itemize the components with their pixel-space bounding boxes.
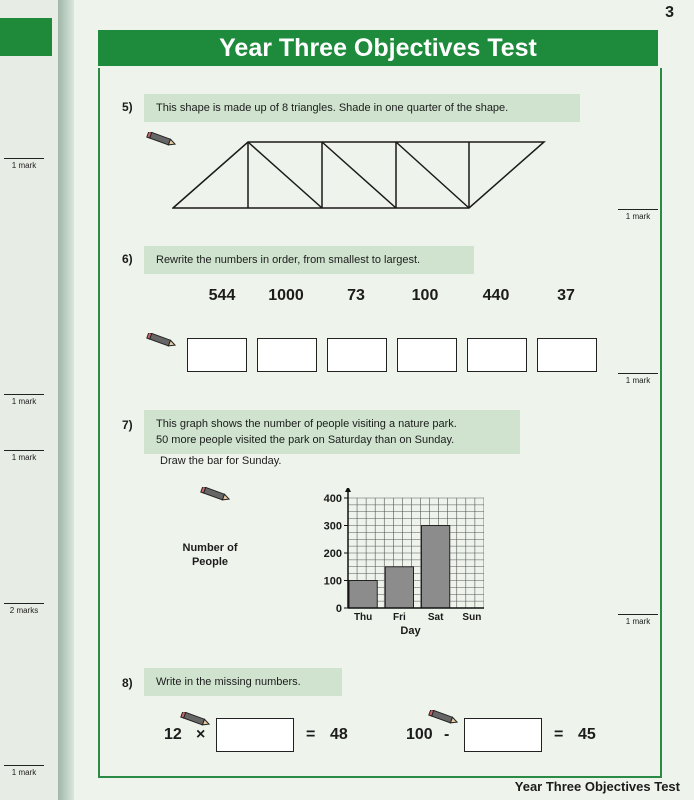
pencil-icon (428, 710, 458, 724)
left-mark-4: 2 marks (4, 603, 44, 615)
pencil-icon (180, 712, 210, 726)
left-page (0, 0, 60, 800)
pencil-icon (200, 487, 230, 501)
eq2-result: 45 (578, 726, 596, 743)
eq1-equals: = (306, 726, 316, 743)
eq2-equals: = (554, 726, 564, 743)
y-tick-label: 100 (323, 575, 342, 588)
eq1-result: 48 (330, 726, 348, 743)
eq2-operator: - (444, 726, 450, 743)
answer-box[interactable] (467, 338, 527, 372)
q6-mark: 1 mark (618, 373, 658, 385)
q7-mark: 1 mark (618, 614, 658, 626)
x-tick-label: Sat (427, 612, 444, 623)
y-axis-arrow (345, 488, 351, 492)
answer-box[interactable] (187, 338, 247, 372)
q6-number-4: 100 (411, 287, 439, 304)
page-footer: Year Three Objectives Test (514, 779, 680, 794)
y-tick-label: 400 (323, 493, 342, 505)
left-page-header-strip (0, 18, 52, 56)
book-gutter (58, 0, 74, 800)
pencil-icon (146, 333, 176, 347)
x-tick-label: Thu (353, 612, 373, 623)
bar-fri (385, 567, 413, 608)
left-mark-1: 1 mark (4, 158, 44, 170)
bar-sat (422, 526, 450, 609)
q5-text: This shape is made up of 8 triangles. Shade in one quarter of the shape. (144, 94, 580, 122)
eq1-answer-box[interactable] (216, 718, 294, 752)
eq2-answer-box[interactable] (464, 718, 542, 752)
q8-number: 8) (122, 676, 133, 690)
q6-number-5: 440 (482, 287, 510, 304)
x-tick-label: Sun (462, 612, 482, 623)
left-mark-2: 1 mark (4, 394, 44, 406)
page-title: Year Three Objectives Test (98, 30, 658, 66)
answer-box[interactable] (537, 338, 597, 372)
triangle-shape[interactable] (172, 140, 546, 210)
eq1-operator: × (196, 726, 206, 743)
bar-chart[interactable] (234, 488, 484, 640)
q6-number-2: 1000 (268, 287, 304, 304)
q7-instruction: Draw the bar for Sunday. (160, 455, 282, 467)
eq2-left: 100 (406, 726, 433, 743)
page-number: 3 (665, 4, 674, 21)
q8-text: Write in the missing numbers. (144, 668, 342, 696)
eq1-left: 12 (164, 726, 182, 743)
y-tick-label: 0 (335, 603, 342, 615)
answer-box[interactable] (397, 338, 457, 372)
y-axis-label: Number of People (182, 542, 238, 568)
q7-text (144, 410, 520, 454)
q6-number-1: 544 (208, 287, 236, 304)
q7-text-line2: 50 more people visited the park on Saturday than on Sunday. (156, 434, 455, 446)
q6-number: 6) (122, 252, 133, 266)
q7-text-line1: This graph shows the number of people visiting a nature park. (156, 418, 457, 430)
q6-number-6: 37 (557, 287, 575, 304)
y-tick-label: 200 (323, 548, 342, 560)
y-tick-label: 300 (323, 520, 342, 533)
q7-number: 7) (122, 418, 133, 432)
q6-number-3: 73 (347, 287, 365, 304)
q5-number: 5) (122, 100, 133, 114)
worksheet-page (74, 0, 694, 800)
left-mark-5: 1 mark (4, 765, 44, 777)
bar-thu (349, 581, 377, 609)
answer-box[interactable] (327, 338, 387, 372)
x-tick-label: Fri (392, 612, 406, 623)
q5-mark: 1 mark (618, 209, 658, 221)
answer-box[interactable] (257, 338, 317, 372)
q6-text: Rewrite the numbers in order, from smallest to largest. (144, 246, 474, 274)
x-axis-label: Day (400, 625, 421, 637)
left-mark-3: 1 mark (4, 450, 44, 462)
